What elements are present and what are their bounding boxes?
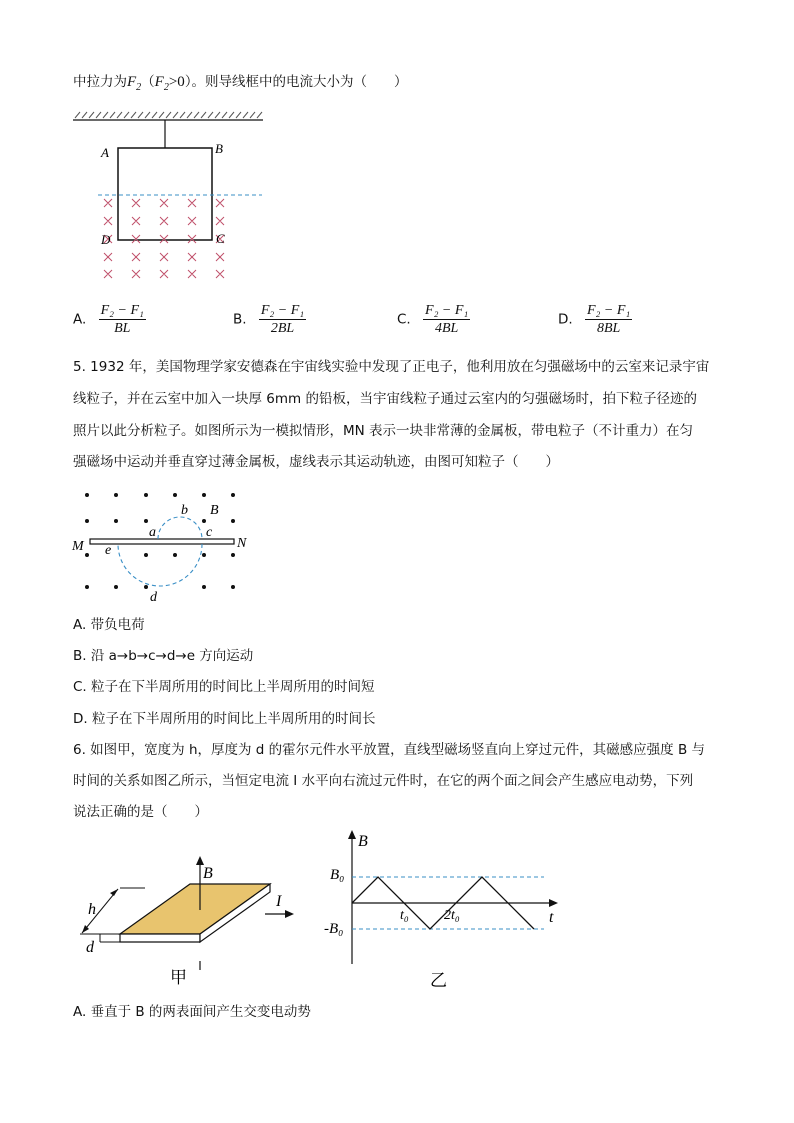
wire-frame <box>118 148 212 240</box>
label-e: e <box>105 543 112 558</box>
q6-stem-line-2: 时间的关系如图乙所示，当恒定电流 I 水平向右流过元件时，在它的两个面之间会产生感应电动势，下列 <box>73 773 694 789</box>
corner-label-c: C <box>216 231 225 246</box>
2t0-label: 2t₀ <box>444 908 460 923</box>
b-t-graph <box>322 826 562 994</box>
corner-label-a: A <box>101 145 109 160</box>
hall-plate-front <box>120 934 200 942</box>
label-b-field: B <box>203 865 213 882</box>
label-b: b <box>181 503 188 518</box>
q5-stem-line-3: 照片以此分析粒子。如图所示为一模拟情形，MN 表示一块非常薄的金属板，带电粒子（不计重力）在匀 <box>73 423 694 439</box>
particle-track-figure <box>70 487 260 605</box>
label-d: d <box>150 590 157 605</box>
q4-option-d[interactable]: D. $\frac{\text{F₂ − F₁}}{8BL}$ <box>558 303 631 336</box>
label-d: d <box>86 939 94 956</box>
q5-option-b[interactable]: B. 沿 a→b→c→d→e 方向运动 <box>73 648 254 664</box>
f2-symbol: $F_2$ <box>127 74 142 93</box>
q6-option-a[interactable]: A. 垂直于 B 的两表面间产生交变电动势 <box>73 1004 311 1020</box>
q6-stem-line-1: 6. 如图甲，宽度为 h，厚度为 d 的霍尔元件水平放置，直线型磁场竖直向上穿过元件，其磁感应强度 B 与 <box>73 742 706 758</box>
neg-b0-label: -B₀ <box>324 921 344 937</box>
lower-trajectory <box>118 544 202 586</box>
q4-option-b[interactable]: B. $\frac{\text{F₂ − F₁}}{2BL}$ <box>233 303 305 336</box>
wire-frame-figure <box>70 108 270 288</box>
label-a: a <box>149 525 156 540</box>
metal-plate-mn <box>90 539 234 544</box>
label-c: c <box>206 525 213 540</box>
q5-stem-line-1: 5. 1932 年，美国物理学家安德森在宇宙线实验中发现了正电子，他利用放在匀强磁场中的云室来记录宇宙 <box>73 359 710 375</box>
label-current: I <box>276 893 282 910</box>
label-h: h <box>88 901 96 918</box>
corner-label-d: D <box>101 232 111 247</box>
upper-trajectory <box>158 517 202 539</box>
caption-yi: 乙 <box>430 971 447 990</box>
q5-option-a[interactable]: A. 带负电荷 <box>73 617 145 633</box>
label-m: M <box>72 539 84 554</box>
x-axis-label: t <box>549 909 554 926</box>
q4-stem-line: 中拉力为$F_2(F_2>0)$。则导线框中的电流大小为（ ） <box>73 74 408 93</box>
t0-label: t₀ <box>400 908 409 923</box>
label-field-b: B <box>210 503 219 518</box>
hall-element-figure <box>70 848 310 993</box>
b0-label: B₀ <box>330 867 345 883</box>
q5-stem-line-2: 线粒子，并在云室中加入一块厚 6mm 的铅板，当宇宙线粒子通过云室内的匀强磁场时，拍下粒子径迹的 <box>73 391 697 407</box>
q5-option-c[interactable]: C. 粒子在下半周所用的时间比上半周所用的时间短 <box>73 679 375 695</box>
q5-option-d[interactable]: D. 粒子在下半周所用的时间比上半周所用的时间长 <box>73 711 376 727</box>
q5-stem-line-4: 强磁场中运动并垂直穿过薄金属板，虚线表示其运动轨迹，由图可知粒子（ ） <box>73 454 559 470</box>
q6-stem-line-3: 说法正确的是（ ） <box>73 804 208 820</box>
magnetic-field-crosses <box>104 199 224 278</box>
caption-jia: 甲 <box>170 968 187 987</box>
q4-option-c[interactable]: C. $\frac{\text{F₂ − F₁}}{4BL}$ <box>397 303 469 336</box>
ceiling-hatch <box>75 112 262 118</box>
label-n: N <box>237 536 247 551</box>
q4-option-a[interactable]: A. $\frac{\text{F₂ − F₁}}{BL}$ <box>73 303 144 336</box>
corner-label-b: B <box>215 141 223 156</box>
hall-plate-top <box>120 884 270 934</box>
y-axis-label: B <box>358 833 368 850</box>
